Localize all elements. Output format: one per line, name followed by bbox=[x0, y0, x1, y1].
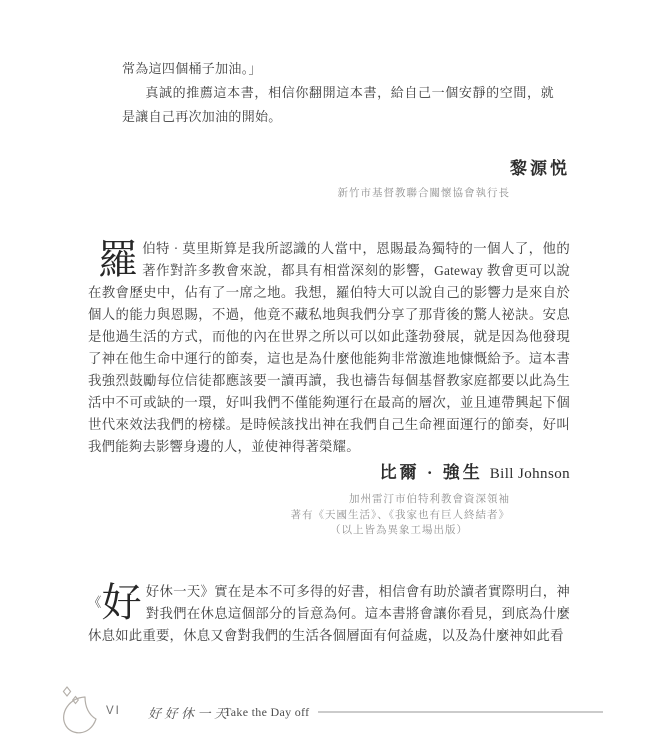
endorser1-block bbox=[88, 158, 570, 201]
credit-line: 著有《天國生活》、《我家也有巨人終結者》 bbox=[290, 509, 510, 521]
opening-bracket: 《 bbox=[88, 594, 102, 610]
footer-rule bbox=[318, 711, 603, 713]
credit-line: （以上皆為異象工場出版） bbox=[330, 525, 468, 536]
page-number: VI bbox=[106, 705, 121, 717]
endorser1-title: 新竹市基督教聯合關懷協會執行長 bbox=[337, 188, 510, 199]
testimonial2-body: 好休一天》實在是本不可多得的好書，相信會有助於讀者實際明白，神對我們在休息這個部分的旨意為何。這本書將會讓你看見，到底為什麼休息如此重要，休息又會對我們的生活各個層面有何益處，以及為什麼神如此看 bbox=[88, 583, 570, 643]
quote-closing-line: 常為這四個桶子加油。」 bbox=[122, 61, 262, 76]
testimonial1-body: 伯特 · 莫里斯算是我所認識的人當中，恩賜最為獨特的一個人了，他的著作對許多教會來說，都具有相當深刻的影響，Gateway 教會更可以說在教會歷史中，佔有了一席之地。我想，羅伯特大可以說自己的影響力是來自於個人的能力與恩賜，不過，他竟不藏私地與我們分享了那背後的驚人祕訣。安息是他過生活的方式，而他的內在世界之所以可以如此蓬勃發展，就是因為他發現了神在他生命中運行的節奏，這也是為什麼他能夠非常激進地慷慨給予。這本書我強烈鼓勵每位信徒都應該要一讀再讀，我也禱告每個基督教家庭都要以此為生活中不可或缺的一環，好叫我們不僅能夠運行在最高的層次，並且連帶興起下個世代來效法我們的榜樣。是時候該找出神在我們自己生命裡面運行的節奏，好叫我們能夠去影響身邊的人，並使神得著榮耀。 bbox=[88, 241, 570, 454]
dropcap-luo: 羅 bbox=[98, 237, 139, 282]
dropcap-hao: 好 bbox=[101, 579, 142, 625]
endorser2-credits bbox=[88, 492, 570, 539]
testimonial1-paragraph bbox=[88, 238, 570, 458]
quote-block bbox=[122, 57, 554, 129]
endorser2-block bbox=[88, 462, 570, 539]
footer-book-title-en: Take the Day off bbox=[224, 705, 310, 719]
page-content bbox=[88, 0, 570, 647]
endorser2-name-zh: 比爾 · 強生 bbox=[379, 463, 483, 482]
endorser1-name: 黎源悦 bbox=[510, 159, 570, 178]
credit-line: 加州雷汀市伯特利教會資深領袖 bbox=[349, 494, 510, 505]
page-footer bbox=[0, 682, 650, 750]
crescent-moon-icon bbox=[52, 684, 102, 743]
dropcap-hao-group bbox=[88, 581, 142, 625]
recommendation-paragraph: 真誠的推薦這本書，相信你翻開這本書，給自己一個安靜的空間，就是讓自己再次加油的開始。 bbox=[122, 85, 554, 124]
endorser2-name-en: Bill Johnson bbox=[489, 466, 570, 482]
testimonial2-paragraph bbox=[88, 581, 570, 647]
footer-book-title-zh: 好好休一天 bbox=[148, 706, 231, 721]
